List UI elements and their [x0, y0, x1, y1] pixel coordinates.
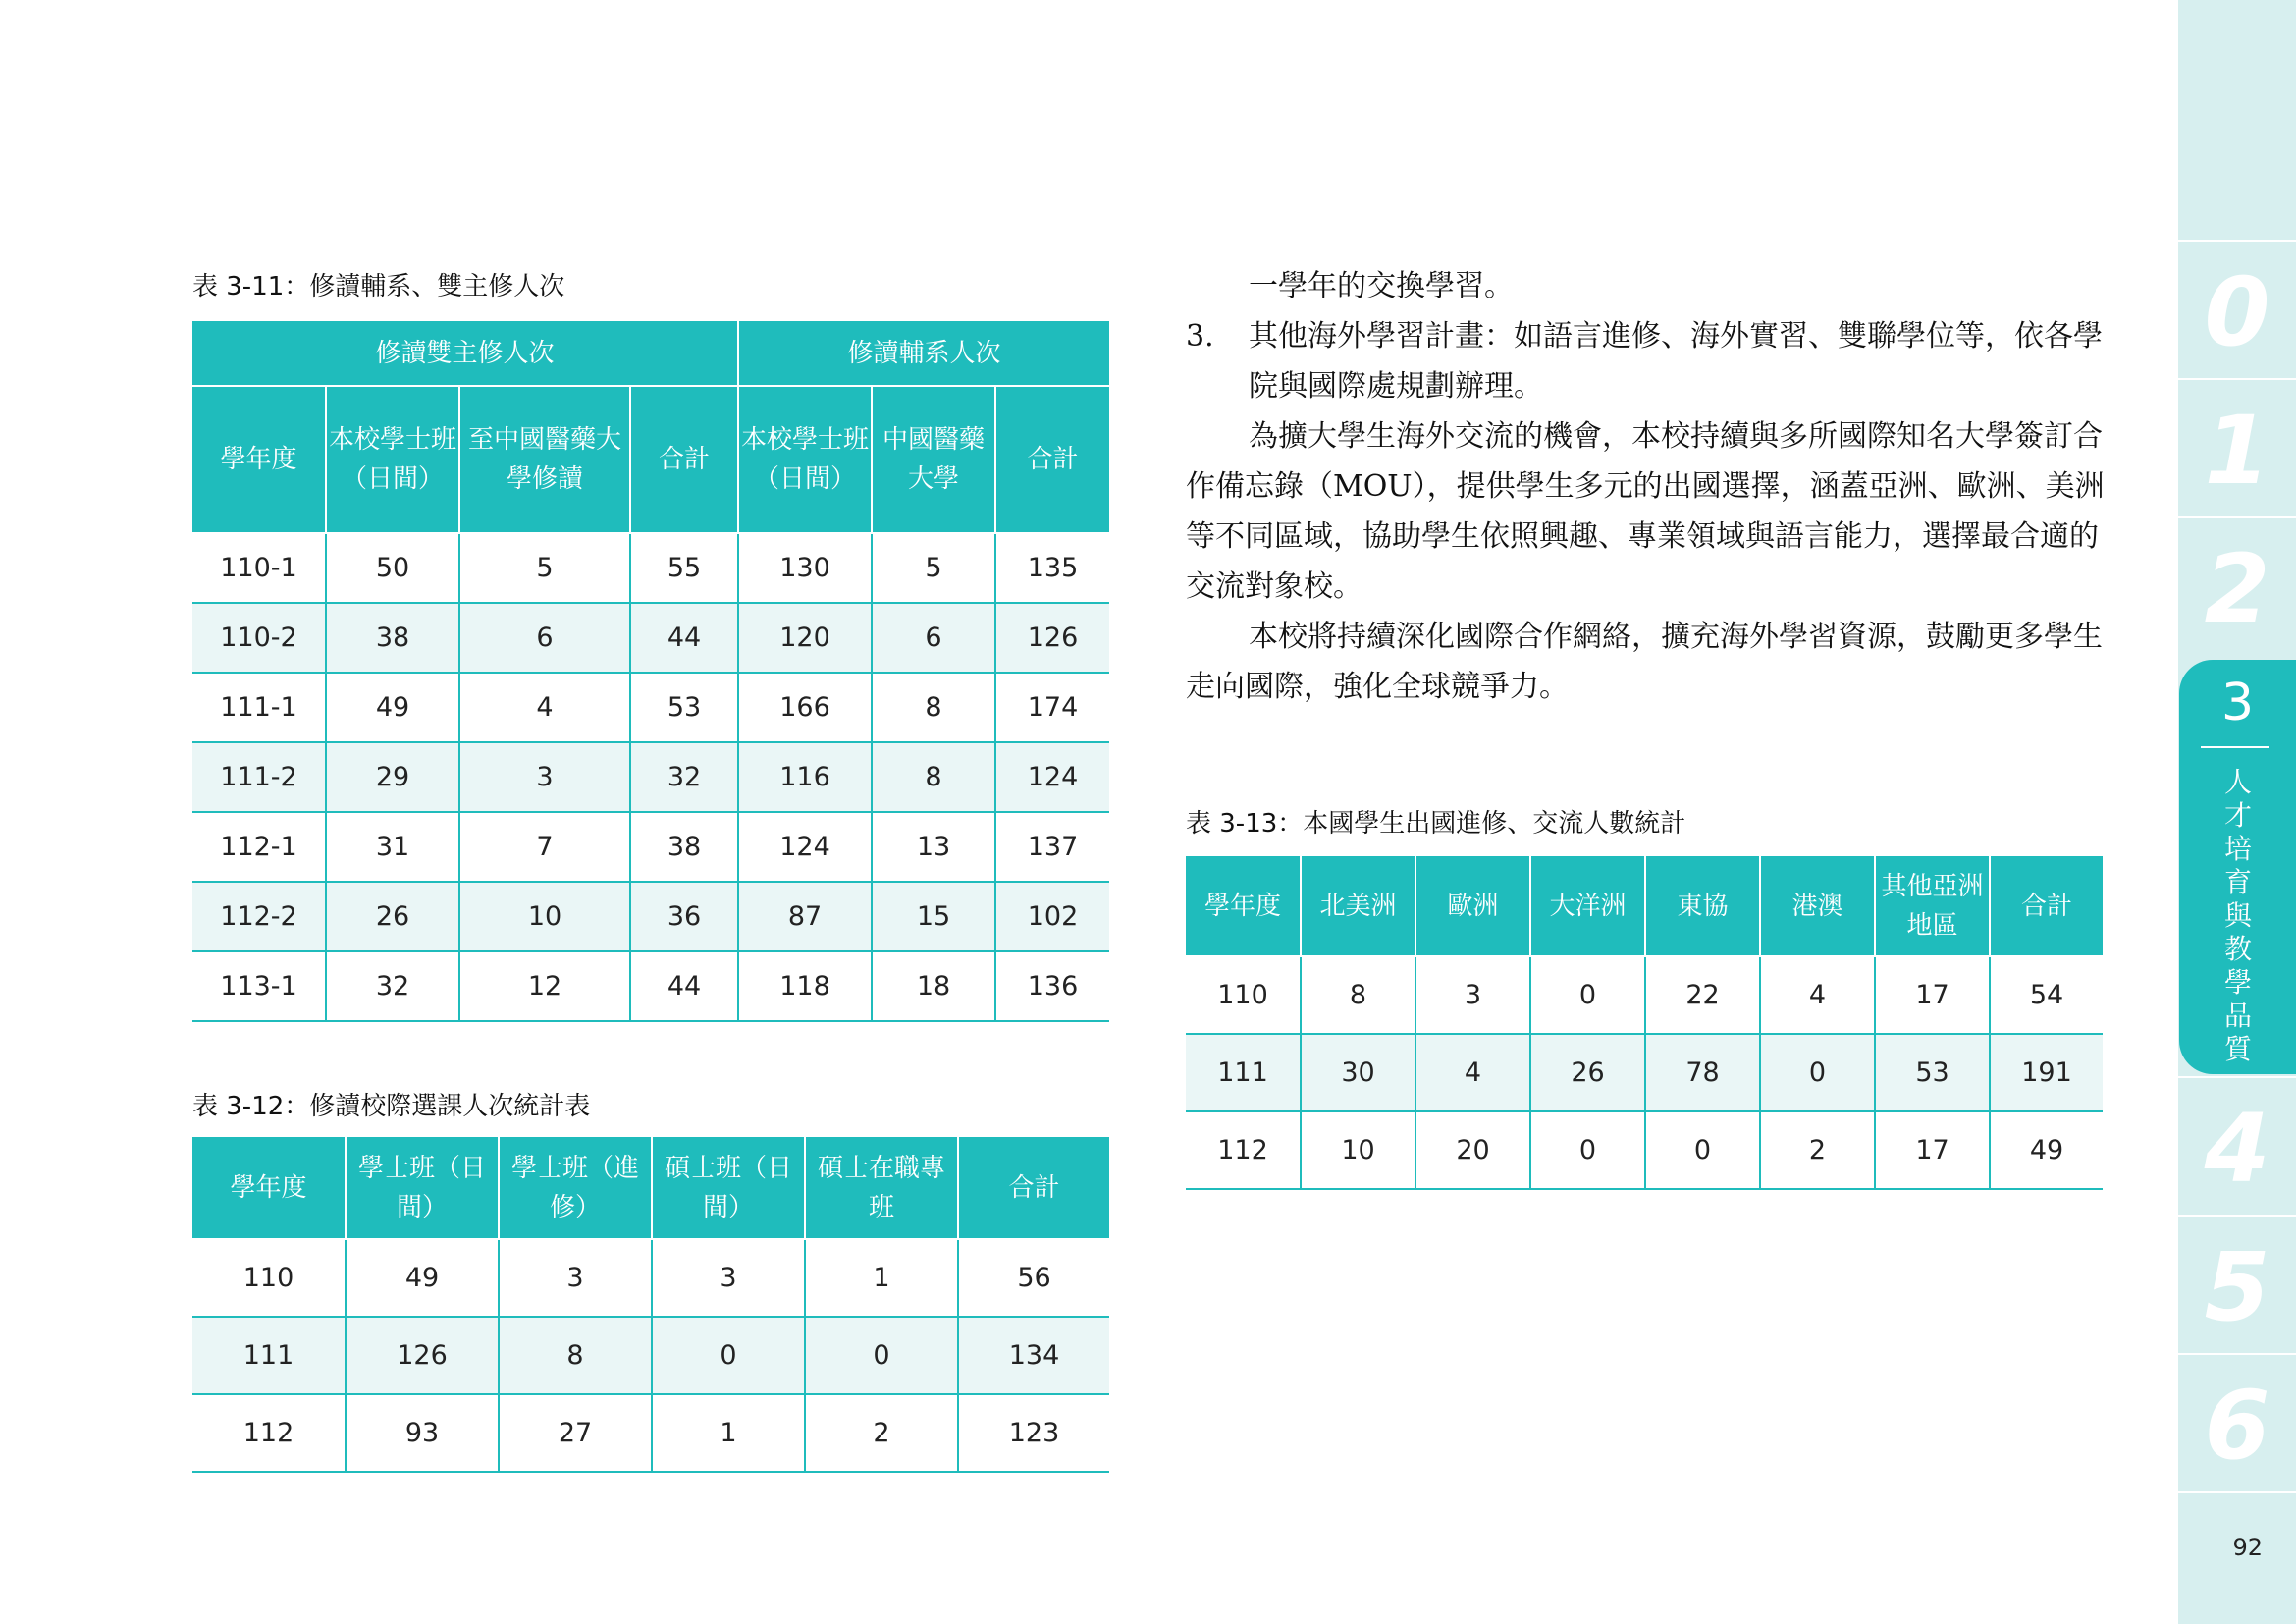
- divider: [2178, 240, 2296, 242]
- cell: 116: [738, 742, 872, 812]
- cell: 111-1: [192, 673, 326, 742]
- column-header-own-bachelor: [326, 386, 459, 533]
- table-row: [192, 603, 1109, 673]
- chapter-tab-0[interactable]: 0: [2204, 257, 2270, 367]
- cell: 38: [630, 812, 738, 882]
- column-header-master-inservice: [805, 1137, 958, 1239]
- cell: 174: [995, 673, 1109, 742]
- cell: 113-1: [192, 951, 326, 1021]
- table-3-13: [1186, 856, 2103, 1190]
- cell: 124: [738, 812, 872, 882]
- cell: 0: [1760, 1034, 1875, 1111]
- table-row: [192, 742, 1109, 812]
- cell: 26: [1530, 1034, 1645, 1111]
- cell: 111: [1186, 1034, 1301, 1111]
- column-header-total: 合計: [958, 1137, 1109, 1239]
- cell: 5: [872, 533, 995, 603]
- cell: 3: [499, 1239, 652, 1317]
- cell: 166: [738, 673, 872, 742]
- chapter-tab-4[interactable]: 4: [2204, 1094, 2270, 1204]
- page-number: 92: [2232, 1534, 2263, 1561]
- table-row: [192, 951, 1109, 1021]
- cell: 32: [630, 742, 738, 812]
- column-header-master-day: [652, 1137, 805, 1239]
- column-header-year: 學年度: [1186, 856, 1301, 956]
- cell: 15: [872, 882, 995, 951]
- column-header-other-asia-label: 其他亞洲地區: [1881, 871, 1984, 941]
- table-row: [1186, 1111, 2103, 1189]
- paragraph-mou: 為擴大學生海外交流的機會，本校持續與多所國際知名大學簽訂合作備忘錄（MOU），提供學生多元的出國選擇，涵蓋亞洲、歐洲、美洲等不同區域，協助學生依照興趣、專業領域與語言能力，選擇最合適的交流對象校。: [1186, 419, 2105, 604]
- cell: 0: [1530, 1111, 1645, 1189]
- chapter-tab-2[interactable]: 2: [2204, 534, 2270, 644]
- cell: 49: [326, 673, 459, 742]
- column-header-own-bachelor-minor-label: 本校學士班（日間）: [741, 425, 870, 494]
- list-item-number: 3.: [1186, 319, 1214, 353]
- cell: 29: [326, 742, 459, 812]
- chapter-tab-1[interactable]: 1: [2204, 396, 2270, 506]
- table-3-11-caption: 表 3-11：修讀輔系、雙主修人次: [192, 272, 565, 301]
- table-row: [192, 882, 1109, 951]
- cell: 13: [872, 812, 995, 882]
- cell: 53: [1875, 1034, 1990, 1111]
- cell: 32: [326, 951, 459, 1021]
- cell: 130: [738, 533, 872, 603]
- cell: 8: [872, 673, 995, 742]
- cell: 0: [1530, 956, 1645, 1034]
- cell: 0: [652, 1317, 805, 1394]
- cell: 18: [872, 951, 995, 1021]
- cell: 110-2: [192, 603, 326, 673]
- cell: 12: [459, 951, 630, 1021]
- cell: 4: [1415, 1034, 1530, 1111]
- cell: 78: [1645, 1034, 1760, 1111]
- cell: 123: [958, 1394, 1109, 1472]
- cell: 10: [459, 882, 630, 951]
- cell: 120: [738, 603, 872, 673]
- column-header-europe: 歐洲: [1415, 856, 1530, 956]
- divider: [2178, 1076, 2296, 1078]
- chapter-tab-6[interactable]: 6: [2204, 1371, 2270, 1481]
- cell: 53: [630, 673, 738, 742]
- column-header-hk-macau: 港澳: [1760, 856, 1875, 956]
- cell: 112-2: [192, 882, 326, 951]
- cell: 110-1: [192, 533, 326, 603]
- cell: 3: [652, 1239, 805, 1317]
- column-header-bachelor-day-label: 學士班（日間）: [357, 1153, 486, 1222]
- cell: 1: [805, 1239, 958, 1317]
- group-header-minor: 修讀輔系人次: [738, 321, 1109, 386]
- cell: 124: [995, 742, 1109, 812]
- list-item-3: [1186, 311, 2109, 411]
- cell: 54: [1990, 956, 2103, 1034]
- column-header-oceania: 大洋洲: [1530, 856, 1645, 956]
- cell: 126: [995, 603, 1109, 673]
- column-header-other-asia: [1875, 856, 1990, 956]
- cell: 49: [1990, 1111, 2103, 1189]
- column-header-own-bachelor-label: 本校學士班（日間）: [328, 425, 456, 494]
- cell: 1: [652, 1394, 805, 1472]
- active-chapter-number: 3: [2220, 674, 2255, 732]
- column-header-north-america: 北美洲: [1301, 856, 1415, 956]
- column-header-asean: 東協: [1645, 856, 1760, 956]
- cell: 134: [958, 1317, 1109, 1394]
- column-header-bachelor-evening: [499, 1137, 652, 1239]
- paragraph-continuation: 一學年的交換學習。: [1249, 269, 1514, 303]
- cell: 49: [346, 1239, 499, 1317]
- cell: 8: [872, 742, 995, 812]
- column-header-cmu-study: [459, 386, 630, 533]
- cell: 93: [346, 1394, 499, 1472]
- cell: 55: [630, 533, 738, 603]
- cell: 17: [1875, 1111, 1990, 1189]
- cell: 112: [192, 1394, 346, 1472]
- list-item-text: 其他海外學習計畫：如語言進修、海外實習、雙聯學位等，依各學院與國際處規劃辦理。: [1249, 319, 2103, 404]
- column-header-bachelor-evening-label: 學士班（進修）: [510, 1153, 639, 1222]
- cell: 111: [192, 1317, 346, 1394]
- cell: 8: [499, 1317, 652, 1394]
- table-3-11: [192, 321, 1109, 1022]
- cell: 2: [1760, 1111, 1875, 1189]
- cell: 102: [995, 882, 1109, 951]
- table-row: [192, 533, 1109, 603]
- cell: 191: [1990, 1034, 2103, 1111]
- table-row: [192, 1239, 1109, 1317]
- cell: 135: [995, 533, 1109, 603]
- divider: [2178, 516, 2296, 518]
- cell: 44: [630, 951, 738, 1021]
- column-header-master-day-label: 碩士班（日間）: [664, 1153, 792, 1222]
- table-row: [1186, 1034, 2103, 1111]
- cell: 112-1: [192, 812, 326, 882]
- cell: 110: [1186, 956, 1301, 1034]
- cell: 10: [1301, 1111, 1415, 1189]
- column-header-bachelor-day: [346, 1137, 499, 1239]
- table-row: [192, 812, 1109, 882]
- chapter-tab-5[interactable]: 5: [2204, 1232, 2270, 1342]
- cell: 36: [630, 882, 738, 951]
- chapter-tab-3-active[interactable]: [2179, 660, 2296, 1074]
- active-chapter-title: 人才培育與教學品質: [2223, 766, 2252, 1065]
- cell: 56: [958, 1239, 1109, 1317]
- table-row: [192, 1317, 1109, 1394]
- column-header-total: 合計: [1990, 856, 2103, 956]
- cell: 126: [346, 1317, 499, 1394]
- cell: 6: [459, 603, 630, 673]
- cell: 137: [995, 812, 1109, 882]
- cell: 4: [1760, 956, 1875, 1034]
- cell: 44: [630, 603, 738, 673]
- cell: 2: [805, 1394, 958, 1472]
- cell: 38: [326, 603, 459, 673]
- cell: 3: [1415, 956, 1530, 1034]
- cell: 118: [738, 951, 872, 1021]
- divider: [2178, 1215, 2296, 1217]
- table-row: [192, 1394, 1109, 1472]
- column-header-own-bachelor-minor: [738, 386, 872, 533]
- column-header-cmu-label: 中國醫藥大學: [882, 425, 986, 494]
- divider: [2178, 1353, 2296, 1355]
- cell: 110: [192, 1239, 346, 1317]
- divider: [2178, 378, 2296, 380]
- cell: 31: [326, 812, 459, 882]
- column-header-year: 學年度: [192, 386, 326, 533]
- cell: 111-2: [192, 742, 326, 812]
- column-header-total-minor: 合計: [995, 386, 1109, 533]
- cell: 5: [459, 533, 630, 603]
- divider: [2178, 1491, 2296, 1493]
- column-header-cmu-study-label: 至中國醫藥大學修讀: [467, 425, 621, 494]
- cell: 30: [1301, 1034, 1415, 1111]
- body-text: [1186, 261, 2109, 712]
- active-chapter-divider: [2201, 746, 2269, 748]
- cell: 17: [1875, 956, 1990, 1034]
- cell: 136: [995, 951, 1109, 1021]
- column-header-cmu: [872, 386, 995, 533]
- column-header-total: 合計: [630, 386, 738, 533]
- cell: 20: [1415, 1111, 1530, 1189]
- cell: 4: [459, 673, 630, 742]
- table-3-13-caption: 表 3-13：本國學生出國進修、交流人數統計: [1186, 809, 1686, 839]
- cell: 87: [738, 882, 872, 951]
- cell: 0: [1645, 1111, 1760, 1189]
- cell: 6: [872, 603, 995, 673]
- cell: 26: [326, 882, 459, 951]
- column-header-year: 學年度: [192, 1137, 346, 1239]
- cell: 3: [459, 742, 630, 812]
- cell: 50: [326, 533, 459, 603]
- table-row: [192, 673, 1109, 742]
- column-header-master-inservice-label: 碩士在職專班: [817, 1153, 945, 1222]
- cell: 8: [1301, 956, 1415, 1034]
- table-row: [1186, 956, 2103, 1034]
- cell: 22: [1645, 956, 1760, 1034]
- table-3-12-caption: 表 3-12：修讀校際選課人次統計表: [192, 1092, 591, 1121]
- cell: 7: [459, 812, 630, 882]
- table-3-12: [192, 1137, 1109, 1473]
- cell: 27: [499, 1394, 652, 1472]
- group-header-double-major: 修讀雙主修人次: [192, 321, 738, 386]
- cell: 112: [1186, 1111, 1301, 1189]
- cell: 0: [805, 1317, 958, 1394]
- paragraph-network: 本校將持續深化國際合作網絡，擴充海外學習資源，鼓勵更多學生走向國際，強化全球競爭力。: [1186, 620, 2103, 704]
